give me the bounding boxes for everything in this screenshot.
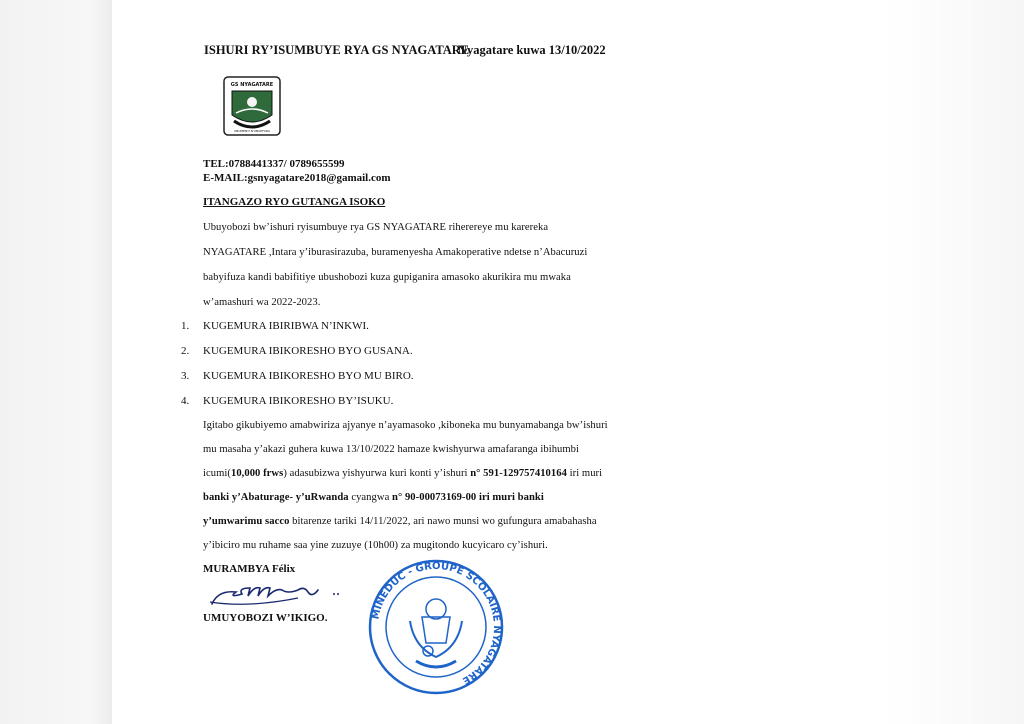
body-line [203,468,602,479]
fee-amount: 10,000 frws [230,468,284,479]
body-line: mu masaha y’akazi guhera kuwa 13/10/2022 hamaze kwishyurwa amafaranga ibihumbi [203,444,580,455]
contact-tel: TEL:0788441337/ 0789655599 [203,158,345,170]
account-number-2: n° 90-00073169-00 iri muri banki [392,492,544,503]
list-item: KUGEMURA IBIKORESHO BYO MU BIRO. [203,370,414,382]
intro-line: w’amashuri wa 2022-2023. [203,297,321,308]
list-number: 1. [181,320,190,332]
list-number: 4. [181,395,190,407]
official-stamp [366,557,506,697]
list-item: KUGEMURA IBIKORESHO BYO GUSANA. [203,345,413,357]
body-text: iri muri [566,468,603,479]
school-name: ISHURI RY’ISUMBUYE RYA GS NYAGATARE [204,43,470,57]
logo-top-text: GS NYAGATARE [230,82,274,88]
body-text: icumi( [203,468,231,479]
bank-name-1: banki y’Abaturage- y’uRwanda [203,492,349,503]
bank-name-2: y’umwarimu sacco [203,516,290,527]
intro-line: Ubuyobozi bw’ishuri ryisumbuye rya GS NYAGATARE riherereye mu karereka [203,222,549,233]
logo-bottom-text: UBUMENYI N'UBUPFURA [233,129,271,133]
list-item: KUGEMURA IBIKORESHO BY’ISUKU. [203,395,394,407]
body-line: y’ibiciro mu ruhame saa yine zuzuye (10h00) za mugitondo kucyicaro cy’ishuri. [203,540,548,551]
list-item: KUGEMURA IBIRIBWA N’INKWI. [203,320,369,332]
contact-email: E-MAIL:gsnyagatare2018@gamail.com [203,172,391,184]
body-text: cyangwa [348,492,393,503]
scan-margin-left [0,0,112,724]
letter-date: Nyagatare kuwa 13/10/2022 [458,43,606,57]
account-number-1: n° 591-129757410164 [470,468,567,479]
signatory-role: UMUYOBOZI W’IKIGO. [203,612,328,624]
list-number: 2. [181,345,190,357]
body-text: ) adasubizwa yishyurwa kuri konti y’ishuri [283,468,471,479]
body-text: bitarenze tariki 14/11/2022, ari nawo munsi wo gufungura amabahasha [289,516,597,527]
body-line: Igitabo gikubiyemo amabwiriza ajyanye n’ayamasoko ,kiboneka mu bunyamabanga bw’ishuri [203,420,608,431]
handwritten-signature [208,580,348,610]
body-line [203,516,597,527]
signatory-name: MURAMBYA Félix [203,563,296,575]
intro-line: babyifuza kandi babifitiye ubushobozi kuza gupiganira amasoko akurikira mu mwaka [203,272,571,283]
body-line [203,492,544,503]
school-logo [222,75,282,137]
scan-margin-right [884,0,1024,724]
intro-line: NYAGATARE ,Intara y’iburasirazuba, buramenyesha Amakoperative ndetse n’Abacuruzi [203,247,588,258]
stamp-ring-text: MINEDUC - GROUPE SCOLAIRE NYAGATARE [370,560,503,687]
notice-title: ITANGAZO RYO GUTANGA ISOKO [203,196,386,208]
list-number: 3. [181,370,190,382]
